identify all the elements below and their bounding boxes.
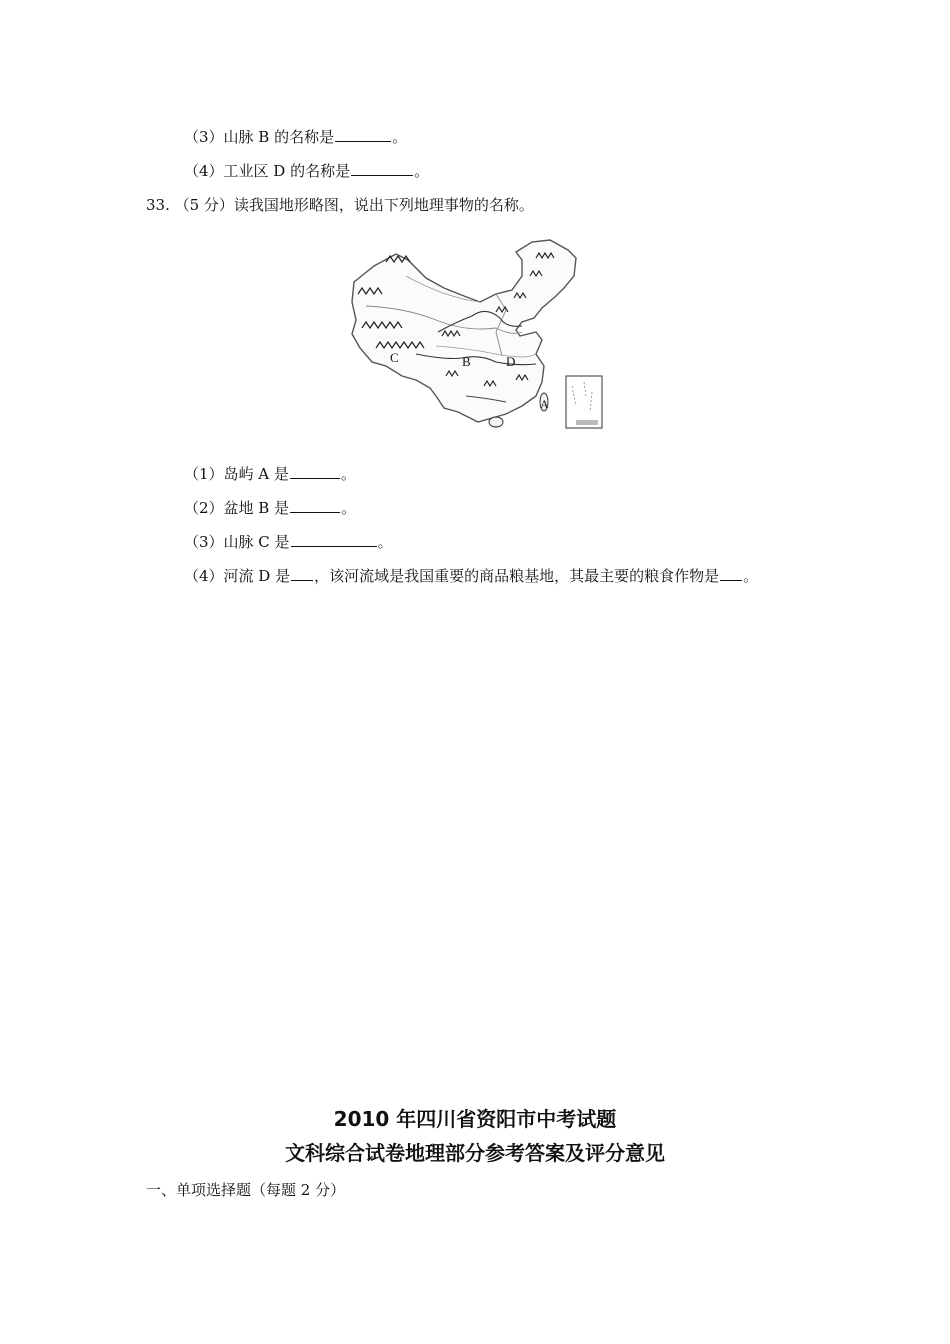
q33-item-4 xyxy=(184,565,758,586)
q33-item-4-end: 。 xyxy=(743,567,759,585)
answer-blank[interactable] xyxy=(290,497,340,513)
q33-item-3-end: 。 xyxy=(377,533,393,551)
q33-item-3-text: （3）山脉 C 是 xyxy=(184,533,290,551)
map-label-b: B xyxy=(462,354,471,369)
q32-item-3-text: （3）山脉 B 的名称是 xyxy=(184,128,335,146)
q33-item-1 xyxy=(184,463,356,484)
answer-blank[interactable] xyxy=(351,160,413,176)
q33-item-4-text: （4）河流 D 是 xyxy=(184,567,291,585)
answer-blank[interactable] xyxy=(720,565,742,581)
q32-item-3-end: 。 xyxy=(392,128,408,146)
map-label-c: C xyxy=(390,350,399,365)
china-map-illustration xyxy=(346,236,608,432)
q32-item-4-text: （4）工业区 D 的名称是 xyxy=(184,162,351,180)
answer-blank[interactable] xyxy=(335,126,391,142)
q33-item-3 xyxy=(184,531,393,552)
q33-item-1-text: （1）岛屿 A 是 xyxy=(184,465,289,483)
map-label-d: D xyxy=(506,354,516,369)
q33-item-2 xyxy=(184,497,356,518)
answer-blank[interactable] xyxy=(291,565,313,581)
q33-stem: 33. （5 分）读我国地形略图，说出下列地理事物的名称。 xyxy=(146,196,534,214)
answer-key-subtitle: 文科综合试卷地理部分参考答案及评分意见 xyxy=(285,1141,665,1165)
answer-key-title: 2010 年四川省资阳市中考试题 xyxy=(333,1107,617,1131)
q32-item-4-end: 。 xyxy=(414,162,430,180)
q32-item-4 xyxy=(184,160,429,181)
q32-item-3 xyxy=(184,126,407,147)
answer-blank[interactable] xyxy=(290,463,340,479)
q33-item-2-end: 。 xyxy=(341,499,357,517)
map-label-a: A xyxy=(540,397,549,411)
answer-blank[interactable] xyxy=(291,531,377,547)
china-terrain-map xyxy=(346,236,608,432)
section-heading-single-choice: 一、单项选择题（每题 2 分） xyxy=(146,1181,346,1199)
q33-item-2-text: （2）盆地 B 是 xyxy=(184,499,290,517)
q33-item-4-mid: ，该河流域是我国重要的商品粮基地，其最主要的粮食作物是 xyxy=(314,567,720,585)
q33-item-1-end: 。 xyxy=(340,465,356,483)
